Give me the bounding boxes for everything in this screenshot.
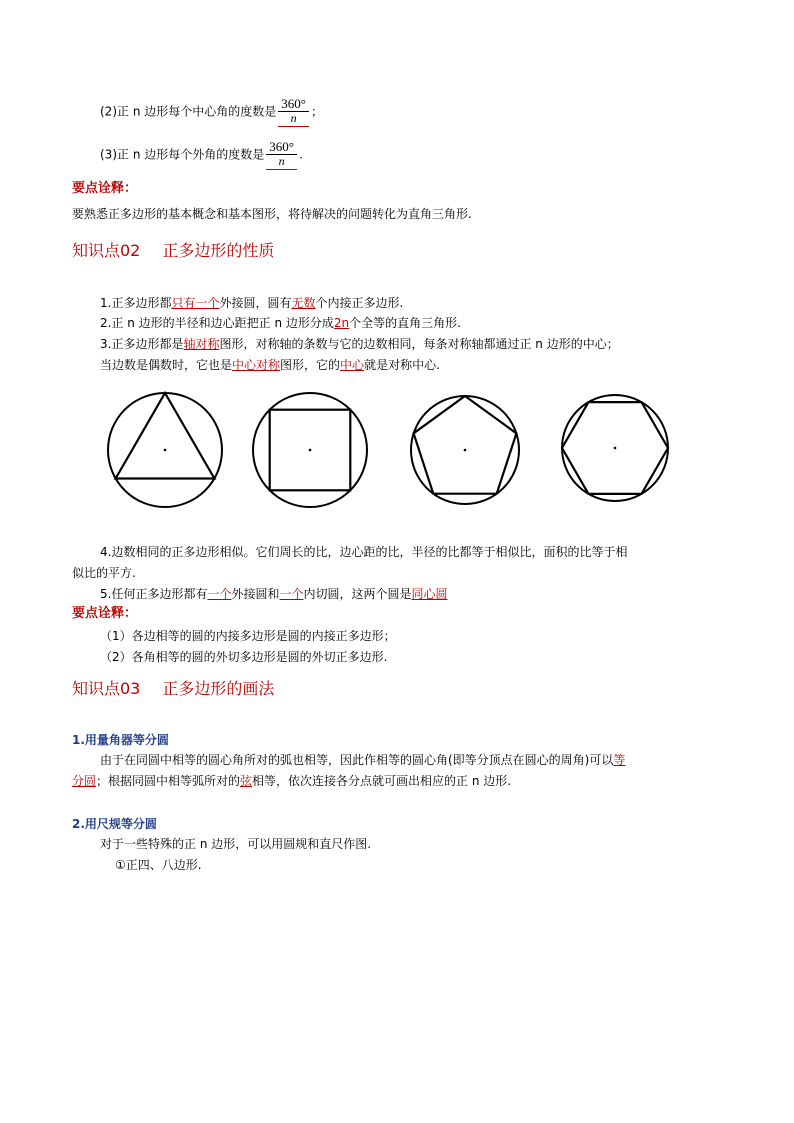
key-point-2: （2）各角相等的圆的外切多边形是圆的外切正多边形.: [100, 650, 388, 664]
method-2-text: 对于一些特殊的正 n 边形，可以用圆规和直尺作图.: [100, 837, 372, 851]
method-1-text: 由于在同圆中相等的圆心角所对的弧也相等，因此作相等的圆心角(即等分顶点在圆心的周角)可以等: [100, 753, 626, 767]
fill-blank: 分圆: [72, 774, 97, 788]
fill-blank: 等: [613, 753, 626, 767]
fraction-denominator: n: [290, 111, 297, 125]
fill-blank: 弦: [240, 774, 253, 788]
property-4-continued: 似比的平方.: [72, 566, 136, 580]
fill-blank: 2n: [333, 316, 350, 330]
property-3-continued: 当边数是偶数时，它也是中心对称图形，它的中心就是对称中心.: [100, 358, 440, 372]
key-points-text: 要熟悉正多边形的基本概念和基本图形，将待解决的问题转化为直角三角形.: [72, 207, 472, 221]
central-angle-suffix: ；: [310, 104, 323, 119]
method-2-heading: 2.用尺规等分圆: [72, 817, 157, 831]
property-5: 5.任何正多边形都有一个外接圆和一个内切圆，这两个圆是同心圆: [100, 587, 448, 601]
fraction-denominator: n: [278, 154, 285, 168]
fill-blank: 无数: [291, 296, 316, 310]
exterior-angle-suffix: .: [298, 147, 303, 162]
center-dot: [164, 449, 167, 452]
property-2: 2.正 n 边形的半径和边心距把正 n 边形分成2n个全等的直角三角形.: [100, 316, 461, 330]
inscribed-hexagon-figure: [555, 388, 675, 508]
fraction-numerator: 360°: [269, 139, 294, 154]
property-3: 3.正多边形都是轴对称图形，对称轴的条数与它的边数相同，每条对称轴都通过正 n 边形的中心；: [100, 337, 619, 351]
section-number: 知识点03: [72, 679, 141, 698]
fill-blank: 只有一个: [171, 296, 220, 310]
central-angle-text: (2)正 n 边形每个中心角的度数是: [100, 104, 277, 119]
fill-blank: 中心: [340, 358, 365, 372]
center-dot: [464, 449, 467, 452]
center-dot: [614, 447, 617, 450]
fill-blank: 同心圆: [411, 587, 448, 601]
fill-blank: 一个: [279, 587, 304, 601]
exterior-angle-fraction: [266, 140, 297, 170]
exterior-angle-text: (3)正 n 边形每个外角的度数是: [100, 147, 265, 162]
method-1-heading: 1.用量角器等分圆: [72, 733, 169, 747]
fill-blank: 轴对称: [183, 337, 220, 351]
section-title-03: [72, 679, 274, 699]
section-heading: 正多边形的性质: [162, 241, 275, 260]
fraction-numerator: 360°: [281, 96, 306, 111]
central-angle-fraction: [278, 97, 309, 127]
inscribed-square-figure: [250, 390, 370, 510]
section-heading: 正多边形的画法: [162, 679, 275, 698]
fill-blank: 中心对称: [232, 358, 281, 372]
method-1-text-continued: 分圆；根据同圆中相等弧所对的弦相等，依次连接各分点就可画出相应的正 n 边形.: [72, 774, 512, 788]
method-2-subitem: ①正四、八边形.: [115, 858, 202, 872]
section-title-02: [72, 241, 274, 261]
key-point-1: （1）各边相等的圆的内接多边形是圆的内接正多边形；: [100, 629, 396, 643]
key-points-label: 要点诠释：: [72, 606, 138, 621]
center-dot: [309, 449, 312, 452]
exterior-angle-line: [100, 140, 303, 170]
section-number: 知识点02: [72, 241, 141, 260]
fill-blank: 一个: [207, 587, 232, 601]
property-1: 1.正多边形都只有一个外接圆，圆有无数个内接正多边形.: [100, 296, 404, 310]
inscribed-pentagon-figure: [405, 390, 525, 510]
key-points-label: 要点诠释：: [72, 181, 138, 196]
central-angle-line: [100, 97, 323, 127]
property-4: 4.边数相同的正多边形相似。它们周长的比，边心距的比，半径的比都等于相似比，面积的比等于相: [100, 545, 628, 559]
inscribed-triangle-figure: [105, 390, 225, 510]
